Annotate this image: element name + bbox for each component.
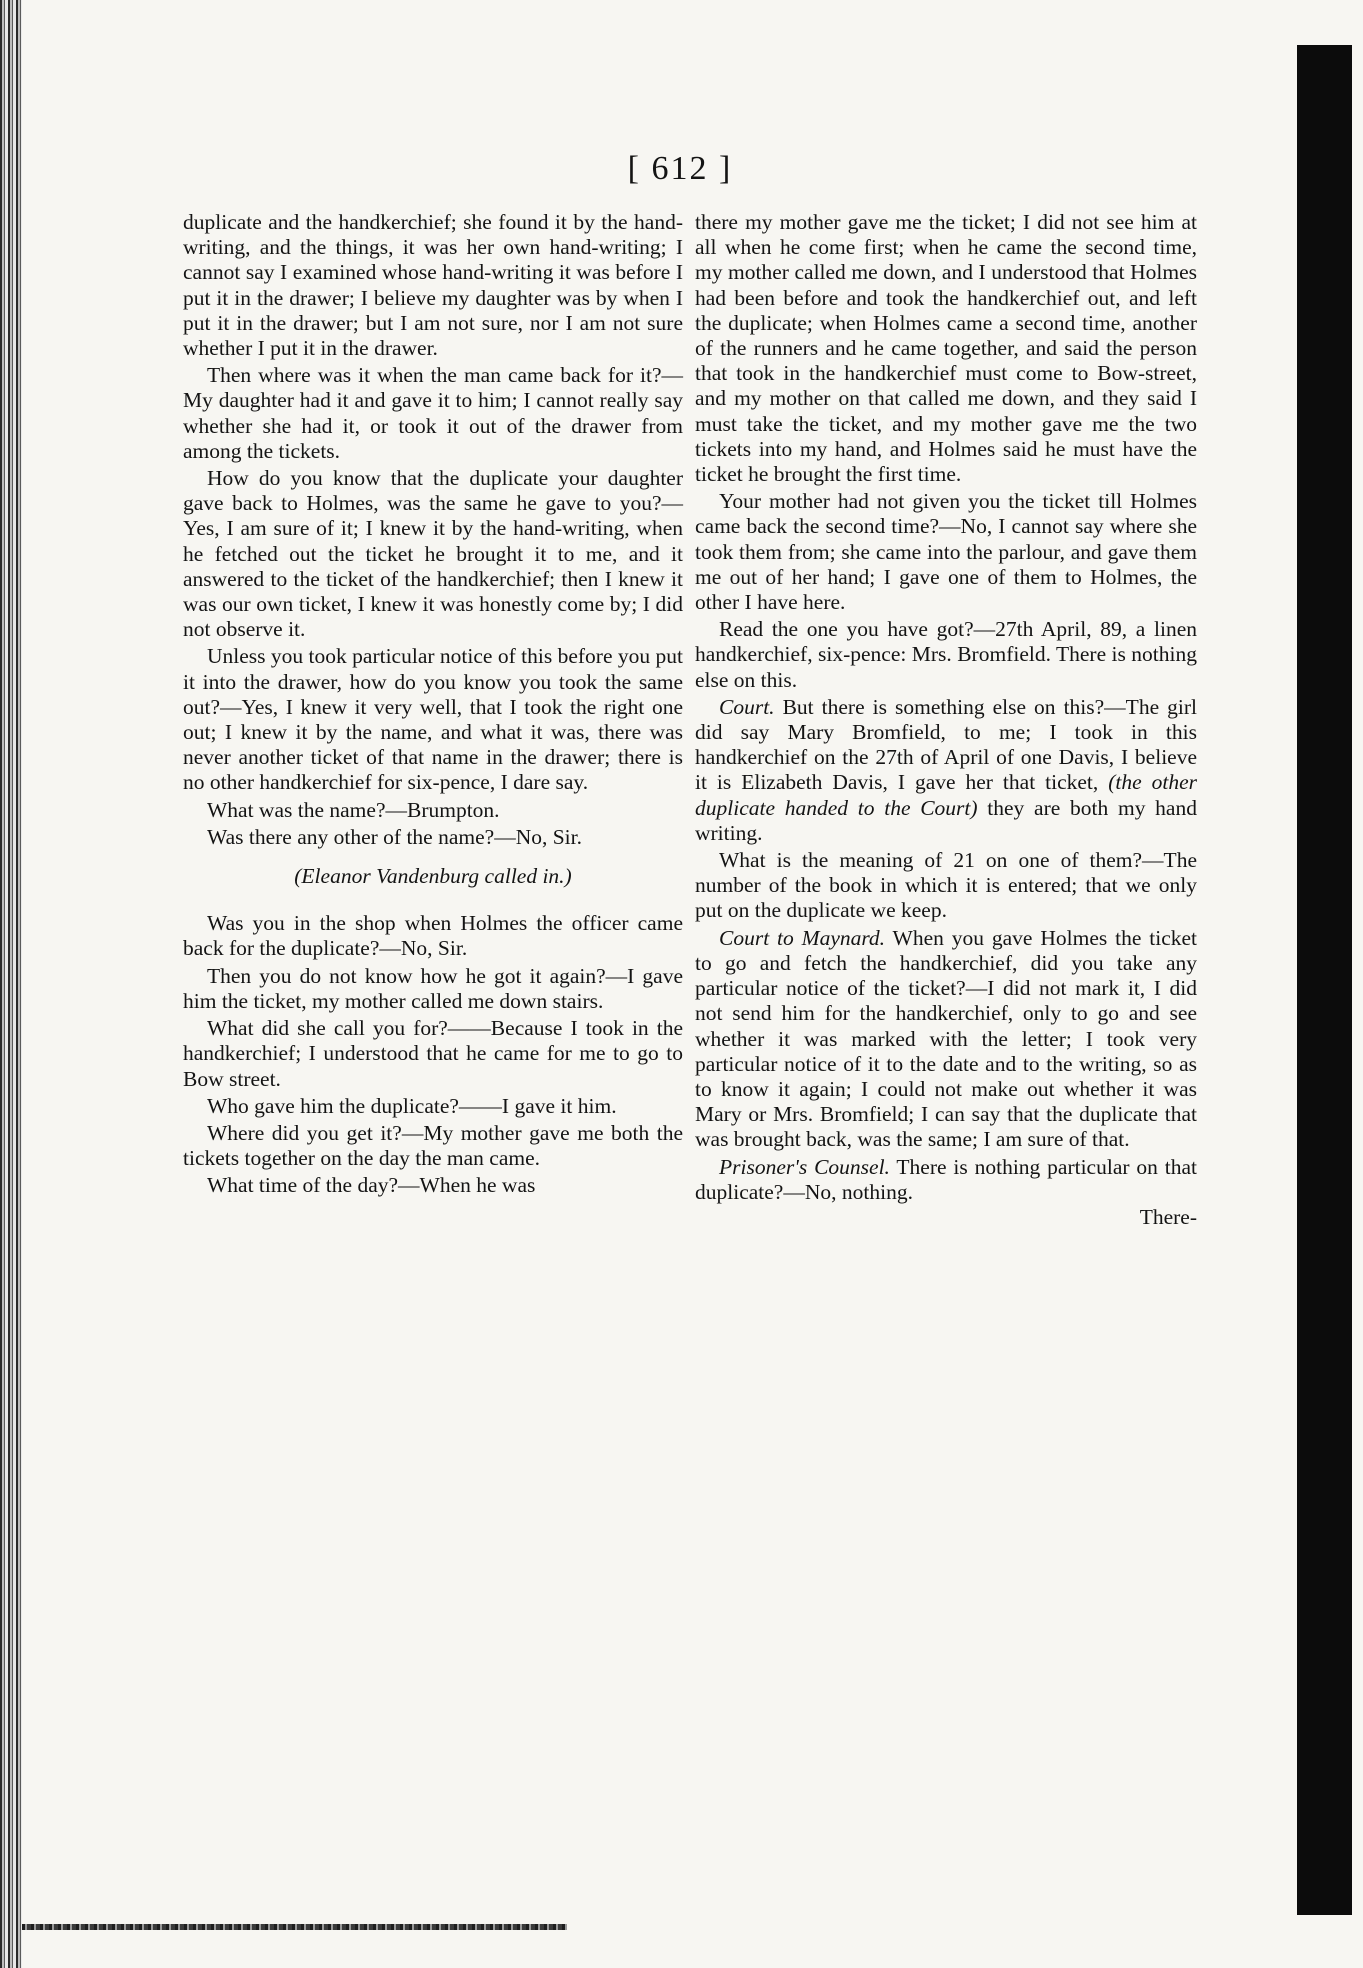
paragraph-text: But there is something else on this?—The girl did say Mary Bromfield, to me; I took in this handkerchief on the 27th of April of one Davis, I believe it is Elizabeth Davis, I gave her that ticket, [695, 694, 1197, 795]
stage-direction: (Eleanor Vandenburg called in.) [294, 864, 572, 889]
speaker-label: Court. [719, 694, 775, 719]
paragraph: Then you do not know how he got it again?—I gave him the ticket, my mother called me down stairs. [183, 963, 683, 1013]
paragraph: Unless you took particular notice of this before you put it into the drawer, how do you know you took the same out?—Yes, I knew it very well, that I took the right one out; I knew it by the name, and what it was, there was never another ticket of that name in the drawer; there is no other handkerchief for six-pence, I dare say. [183, 644, 683, 795]
left-column [183, 210, 683, 1199]
paragraph [695, 1155, 1197, 1205]
aside-note: (the other duplicate handed to the Court) [695, 770, 1198, 820]
paragraph: What time of the day?—When he was [207, 1173, 536, 1198]
scanned-binding-edge [0, 0, 22, 1968]
paragraph: Was you in the shop when Holmes the officer came back for the duplicate?—No, Sir. [183, 911, 683, 961]
paragraph [695, 926, 1197, 1153]
catchword: There- [1139, 1204, 1197, 1229]
paragraph: What was the name?—Brumpton. [207, 797, 500, 822]
scanned-dark-margin [1297, 45, 1352, 1915]
page-number: [ 612 ] [627, 150, 733, 187]
paragraph: Then where was it when the man came back for it?—My daughter had it and gave it to him; I cannot really say whether she had it, or took it out of the drawer from among the tickets. [183, 363, 683, 463]
paragraph-text: they are both my hand writing. [695, 795, 1197, 845]
paragraph-text: When you gave Holmes the ticket to go and fetch the handkerchief, did you take any particular notice of the ticket?—I did not mark it, I did not send him for the handkerchief, only to go and see whether it was marked with the letter; I took very particular notice of it to the date and to the writing, so as to know it again; I could not make out whether it was Mary or Mrs. Bromfield; I can say that the duplicate that was brought back, was the same; I am sure of that. [695, 925, 1197, 1152]
paragraph: What did she call you for?——Because I took in the handkerchief; I understood that he came for me to go to Bow street. [183, 1016, 683, 1091]
speaker-label: Prisoner's Counsel. [719, 1154, 890, 1179]
paragraph: Who gave him the duplicate?——I gave it him. [207, 1093, 617, 1118]
right-column [695, 210, 1197, 1230]
paragraph: How do you know that the duplicate your daughter gave back to Holmes, was the same he gave to you?—Yes, I am sure of it; I knew it by the hand-writing, when he fetched out the ticket he brought it to me, and it answered to the ticket of the handkerchief; then I knew it was our own ticket, I knew it was honestly come by; I did not observe it. [183, 466, 683, 642]
paragraph: What is the meaning of 21 on one of them?—The number of the book in which it is entered; that we only put on the duplicate we keep. [695, 848, 1197, 923]
paragraph: there my mother gave me the ticket; I did not see him at all when he come first; when he came the second time, my mother called me down, and I understood that Holmes had been before and took the handkerchief out, and left the duplicate; when Holmes came a second time, another of the runners and he came together, and said the person that took in the handkerchief must come to Bow-street, and my mother on that called me down, and they said I must take the ticket, and my mother gave me the two tickets into my hand, and Holmes said he must have the ticket he brought the first time. [695, 210, 1197, 487]
paragraph [695, 695, 1197, 846]
paragraph: Where did you get it?—My mother gave me both the tickets together on the day the man came. [183, 1120, 683, 1171]
speaker-label: Court to Maynard. [719, 925, 886, 950]
paragraph-text: There is nothing particular on that duplicate?—No, nothing. [695, 1154, 1197, 1204]
paragraph: duplicate and the handkerchief; she found it by the hand-writing, and the things, it was her own hand-writing; I cannot say I examined whose hand-writing it was before I put it in the drawer; I believe my daughter was by when I put it in the drawer; but I am not sure, nor I am not sure whether I put it in the drawer. [183, 210, 683, 361]
paragraph: Was there any other of the name?—No, Sir. [207, 824, 583, 849]
paragraph: Read the one you have got?—27th April, 89, a linen handkerchief, six-pence: Mrs. Bromfield. There is nothing else on this. [695, 617, 1197, 692]
paragraph: Your mother had not given you the ticket till Holmes came back the second time?—No, I cannot say where she took them from; she came into the parlour, and gave them me out of her hand; I gave one of them to Holmes, the other I have here. [695, 489, 1197, 615]
scanned-bottom-edge [22, 1924, 567, 1930]
